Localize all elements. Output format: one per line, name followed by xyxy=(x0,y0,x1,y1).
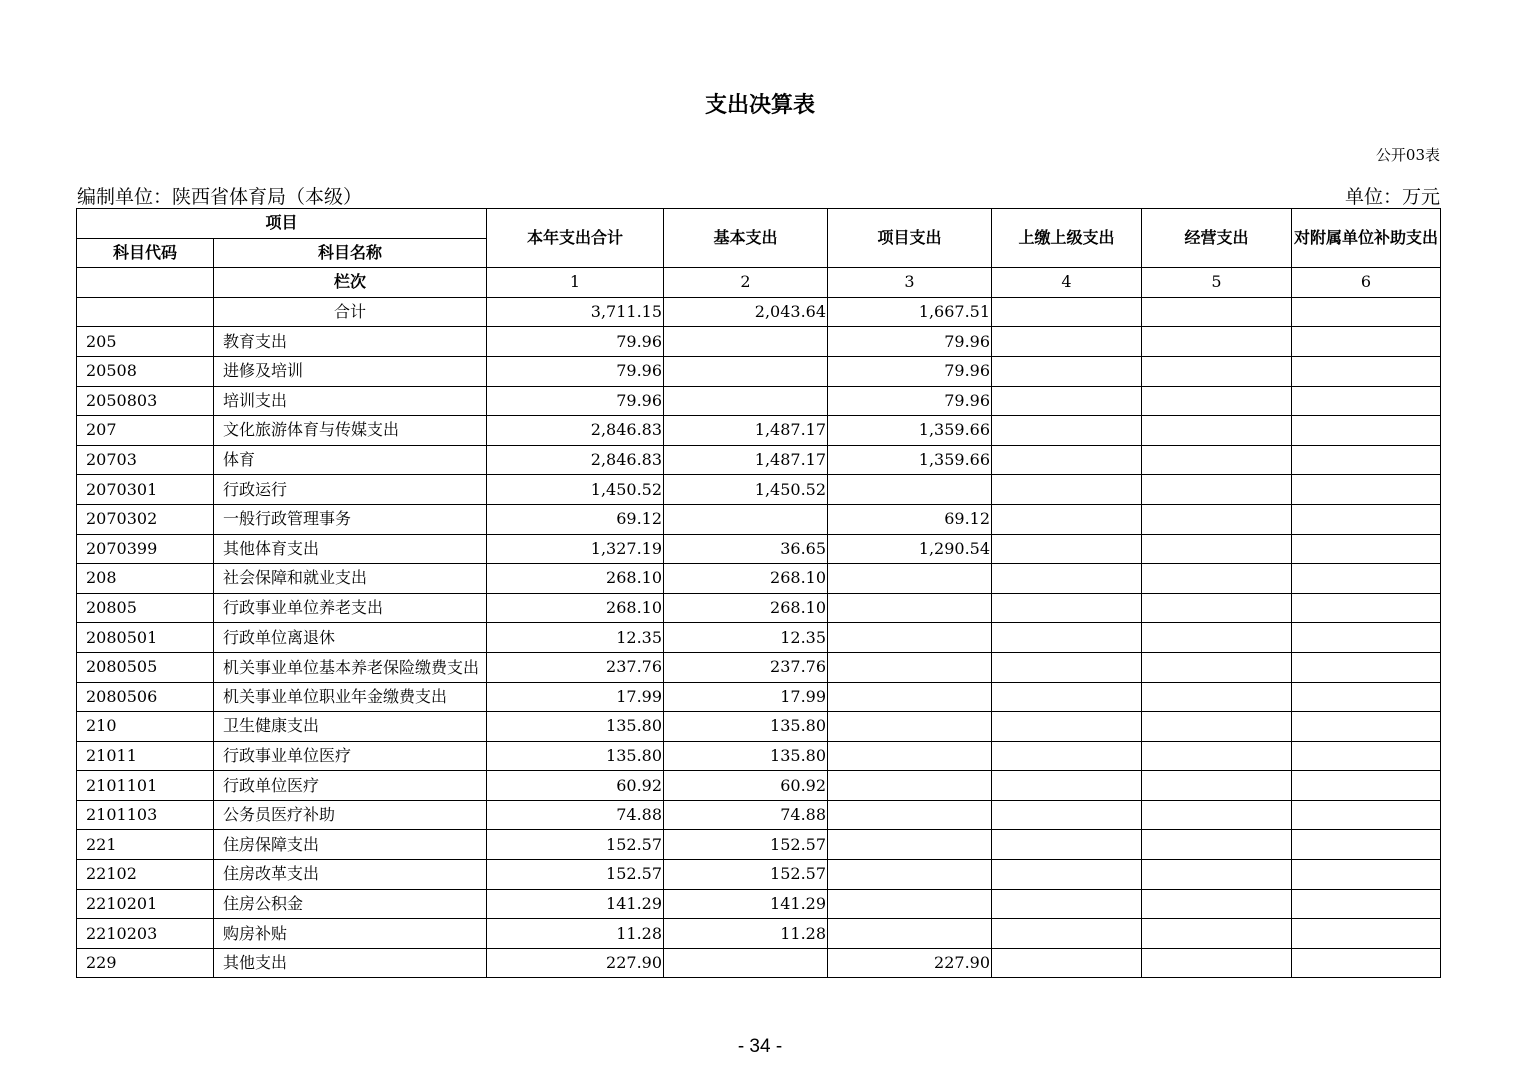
row-project-expenditure xyxy=(828,800,992,830)
row-operating xyxy=(1142,356,1292,386)
table-row xyxy=(77,712,1441,742)
row-code: 22102 xyxy=(77,860,214,890)
row-upper-level xyxy=(992,386,1142,416)
row-subsidiary-subsidy xyxy=(1292,652,1441,682)
row-code: 229 xyxy=(77,948,214,978)
row-operating xyxy=(1142,889,1292,919)
row-name-text: 机关事业单位基本养老保险缴费支出 xyxy=(223,657,480,677)
row-total-expenditure: 2,846.83 xyxy=(487,416,664,446)
row-project-expenditure xyxy=(828,652,992,682)
seq-empty xyxy=(77,268,214,298)
row-name: 培训支出 xyxy=(214,386,487,416)
row-project-expenditure xyxy=(828,623,992,653)
row-upper-level xyxy=(992,889,1142,919)
row-code: 2080506 xyxy=(77,682,214,712)
row-name: 卫生健康支出 xyxy=(214,712,487,742)
row-name: 其他体育支出 xyxy=(214,534,487,564)
header-item: 项目 xyxy=(77,209,487,239)
row-operating xyxy=(1142,741,1292,771)
row-basic-expenditure: 141.29 xyxy=(664,889,828,919)
row-subsidiary-subsidy xyxy=(1292,416,1441,446)
row-name: 住房公积金 xyxy=(214,889,487,919)
row-operating xyxy=(1142,504,1292,534)
row-upper-level xyxy=(992,712,1142,742)
row-subsidiary-subsidy xyxy=(1292,741,1441,771)
row-total-expenditure: 79.96 xyxy=(487,327,664,357)
row-total-expenditure: 2,846.83 xyxy=(487,445,664,475)
row-basic-expenditure: 12.35 xyxy=(664,623,828,653)
row-project-expenditure: 1,359.66 xyxy=(828,416,992,446)
row-subsidiary-subsidy xyxy=(1292,682,1441,712)
row-code: 2210201 xyxy=(77,889,214,919)
row-subsidiary-subsidy xyxy=(1292,919,1441,949)
expenditure-table xyxy=(76,208,1441,978)
table-row xyxy=(77,475,1441,505)
row-operating xyxy=(1142,534,1292,564)
table-row xyxy=(77,800,1441,830)
row-total-expenditure: 268.10 xyxy=(487,564,664,594)
total-v1: 3,711.15 xyxy=(487,297,664,327)
table-row xyxy=(77,771,1441,801)
row-subsidiary-subsidy xyxy=(1292,889,1441,919)
row-project-expenditure xyxy=(828,564,992,594)
row-total-expenditure: 79.96 xyxy=(487,386,664,416)
row-operating xyxy=(1142,830,1292,860)
row-upper-level xyxy=(992,475,1142,505)
seq-1: 1 xyxy=(487,268,664,298)
row-basic-expenditure: 11.28 xyxy=(664,919,828,949)
table-row xyxy=(77,919,1441,949)
table-row xyxy=(77,327,1441,357)
seq-6: 6 xyxy=(1292,268,1441,298)
row-total-expenditure: 11.28 xyxy=(487,919,664,949)
row-code: 2210203 xyxy=(77,919,214,949)
row-upper-level xyxy=(992,593,1142,623)
row-code: 207 xyxy=(77,416,214,446)
table-row xyxy=(77,623,1441,653)
row-subsidiary-subsidy xyxy=(1292,800,1441,830)
table-row xyxy=(77,889,1441,919)
row-code: 2101103 xyxy=(77,800,214,830)
row-operating xyxy=(1142,623,1292,653)
row-total-expenditure: 74.88 xyxy=(487,800,664,830)
row-operating xyxy=(1142,800,1292,830)
unit-label: 单位：万元 xyxy=(1344,186,1440,208)
row-name: 进修及培训 xyxy=(214,356,487,386)
row-project-expenditure: 69.12 xyxy=(828,504,992,534)
row-subsidiary-subsidy xyxy=(1292,771,1441,801)
row-project-expenditure xyxy=(828,889,992,919)
row-basic-expenditure: 1,450.52 xyxy=(664,475,828,505)
row-basic-expenditure: 1,487.17 xyxy=(664,416,828,446)
row-total-expenditure: 12.35 xyxy=(487,623,664,653)
row-subsidiary-subsidy xyxy=(1292,712,1441,742)
row-upper-level xyxy=(992,830,1142,860)
total-v3: 1,667.51 xyxy=(828,297,992,327)
row-project-expenditure xyxy=(828,682,992,712)
row-operating xyxy=(1142,386,1292,416)
table-row xyxy=(77,593,1441,623)
row-basic-expenditure: 74.88 xyxy=(664,800,828,830)
row-total-expenditure: 17.99 xyxy=(487,682,664,712)
row-subsidiary-subsidy xyxy=(1292,386,1441,416)
row-operating xyxy=(1142,475,1292,505)
row-total-expenditure: 79.96 xyxy=(487,356,664,386)
row-code: 2070301 xyxy=(77,475,214,505)
row-name: 文化旅游体育与传媒支出 xyxy=(214,416,487,446)
row-subsidiary-subsidy xyxy=(1292,948,1441,978)
row-operating xyxy=(1142,564,1292,594)
row-name xyxy=(214,652,487,682)
row-code: 2101101 xyxy=(77,771,214,801)
row-upper-level xyxy=(992,356,1142,386)
row-upper-level xyxy=(992,564,1142,594)
page-number: - 34 - xyxy=(737,1036,783,1057)
row-project-expenditure xyxy=(828,741,992,771)
row-code: 221 xyxy=(77,830,214,860)
total-v2: 2,043.64 xyxy=(664,297,828,327)
table-body xyxy=(77,327,1441,978)
row-subsidiary-subsidy xyxy=(1292,593,1441,623)
row-name: 行政事业单位养老支出 xyxy=(214,593,487,623)
header-col3: 项目支出 xyxy=(828,209,992,268)
row-project-expenditure: 79.96 xyxy=(828,356,992,386)
header-col5: 经营支出 xyxy=(1142,209,1292,268)
row-total-expenditure: 135.80 xyxy=(487,741,664,771)
table-row xyxy=(77,534,1441,564)
row-upper-level xyxy=(992,948,1142,978)
row-basic-expenditure xyxy=(664,504,828,534)
row-basic-expenditure: 152.57 xyxy=(664,830,828,860)
row-basic-expenditure: 17.99 xyxy=(664,682,828,712)
row-upper-level xyxy=(992,682,1142,712)
row-code: 205 xyxy=(77,327,214,357)
row-total-expenditure: 227.90 xyxy=(487,948,664,978)
form-number: 公开03表 xyxy=(1375,146,1440,164)
row-basic-expenditure xyxy=(664,327,828,357)
row-subsidiary-subsidy xyxy=(1292,327,1441,357)
row-subsidiary-subsidy xyxy=(1292,623,1441,653)
row-basic-expenditure xyxy=(664,948,828,978)
row-basic-expenditure xyxy=(664,356,828,386)
row-code: 2080505 xyxy=(77,652,214,682)
header-col4: 上缴上级支出 xyxy=(992,209,1142,268)
row-name: 住房保障支出 xyxy=(214,830,487,860)
row-subsidiary-subsidy xyxy=(1292,830,1441,860)
row-subsidiary-subsidy xyxy=(1292,504,1441,534)
row-code: 2050803 xyxy=(77,386,214,416)
row-code: 20805 xyxy=(77,593,214,623)
row-project-expenditure xyxy=(828,712,992,742)
row-total-expenditure: 141.29 xyxy=(487,889,664,919)
row-name: 行政单位医疗 xyxy=(214,771,487,801)
row-basic-expenditure: 135.80 xyxy=(664,712,828,742)
table-row xyxy=(77,652,1441,682)
row-code: 210 xyxy=(77,712,214,742)
table-row xyxy=(77,741,1441,771)
row-basic-expenditure: 36.65 xyxy=(664,534,828,564)
header-col1: 本年支出合计 xyxy=(487,209,664,268)
row-project-expenditure xyxy=(828,860,992,890)
row-name: 行政运行 xyxy=(214,475,487,505)
row-operating xyxy=(1142,919,1292,949)
row-code: 2070399 xyxy=(77,534,214,564)
row-project-expenditure: 227.90 xyxy=(828,948,992,978)
row-name: 其他支出 xyxy=(214,948,487,978)
table-row xyxy=(77,386,1441,416)
page-title: 支出决算表 xyxy=(704,93,815,118)
row-upper-level xyxy=(992,860,1142,890)
row-code: 208 xyxy=(77,564,214,594)
row-name: 行政事业单位医疗 xyxy=(214,741,487,771)
row-operating xyxy=(1142,593,1292,623)
table-row xyxy=(77,860,1441,890)
row-subsidiary-subsidy xyxy=(1292,356,1441,386)
row-subsidiary-subsidy xyxy=(1292,534,1441,564)
row-operating xyxy=(1142,712,1292,742)
row-name: 一般行政管理事务 xyxy=(214,504,487,534)
row-name: 公务员医疗补助 xyxy=(214,800,487,830)
row-operating xyxy=(1142,327,1292,357)
row-operating xyxy=(1142,416,1292,446)
row-project-expenditure xyxy=(828,593,992,623)
row-total-expenditure: 268.10 xyxy=(487,593,664,623)
row-total-expenditure: 60.92 xyxy=(487,771,664,801)
row-name: 体育 xyxy=(214,445,487,475)
row-name: 机关事业单位职业年金缴费支出 xyxy=(214,682,487,712)
row-project-expenditure: 1,290.54 xyxy=(828,534,992,564)
row-name: 社会保障和就业支出 xyxy=(214,564,487,594)
row-upper-level xyxy=(992,623,1142,653)
row-upper-level xyxy=(992,919,1142,949)
row-project-expenditure: 1,359.66 xyxy=(828,445,992,475)
row-upper-level xyxy=(992,416,1142,446)
table-row xyxy=(77,356,1441,386)
row-code: 2070302 xyxy=(77,504,214,534)
row-operating xyxy=(1142,682,1292,712)
table-row xyxy=(77,948,1441,978)
row-upper-level xyxy=(992,327,1142,357)
row-upper-level xyxy=(992,800,1142,830)
row-upper-level xyxy=(992,652,1142,682)
row-basic-expenditure: 268.10 xyxy=(664,564,828,594)
row-total-expenditure: 237.76 xyxy=(487,652,664,682)
row-basic-expenditure: 60.92 xyxy=(664,771,828,801)
row-basic-expenditure: 237.76 xyxy=(664,652,828,682)
total-row xyxy=(77,297,1441,327)
row-upper-level xyxy=(992,534,1142,564)
row-basic-expenditure: 1,487.17 xyxy=(664,445,828,475)
row-project-expenditure xyxy=(828,771,992,801)
table-row xyxy=(77,445,1441,475)
row-project-expenditure xyxy=(828,830,992,860)
row-project-expenditure: 79.96 xyxy=(828,327,992,357)
row-upper-level xyxy=(992,771,1142,801)
row-total-expenditure: 152.57 xyxy=(487,830,664,860)
row-operating xyxy=(1142,771,1292,801)
row-basic-expenditure xyxy=(664,386,828,416)
row-total-expenditure: 69.12 xyxy=(487,504,664,534)
seq-3: 3 xyxy=(828,268,992,298)
row-subsidiary-subsidy xyxy=(1292,445,1441,475)
row-basic-expenditure: 152.57 xyxy=(664,860,828,890)
row-project-expenditure xyxy=(828,475,992,505)
header-col2: 基本支出 xyxy=(664,209,828,268)
seq-4: 4 xyxy=(992,268,1142,298)
row-upper-level xyxy=(992,445,1142,475)
row-upper-level xyxy=(992,504,1142,534)
row-operating xyxy=(1142,445,1292,475)
table-row xyxy=(77,830,1441,860)
row-name: 行政单位离退休 xyxy=(214,623,487,653)
row-operating xyxy=(1142,948,1292,978)
row-basic-expenditure: 268.10 xyxy=(664,593,828,623)
row-subsidiary-subsidy xyxy=(1292,564,1441,594)
row-name: 购房补贴 xyxy=(214,919,487,949)
row-total-expenditure: 1,327.19 xyxy=(487,534,664,564)
row-code: 2080501 xyxy=(77,623,214,653)
total-name: 合计 xyxy=(214,297,487,327)
table-row xyxy=(77,564,1441,594)
row-total-expenditure: 152.57 xyxy=(487,860,664,890)
table-row xyxy=(77,504,1441,534)
table-row xyxy=(77,682,1441,712)
row-total-expenditure: 1,450.52 xyxy=(487,475,664,505)
row-upper-level xyxy=(992,741,1142,771)
row-operating xyxy=(1142,652,1292,682)
row-total-expenditure: 135.80 xyxy=(487,712,664,742)
row-operating xyxy=(1142,860,1292,890)
header-col6: 对附属单位补助支出 xyxy=(1292,209,1441,268)
row-subsidiary-subsidy xyxy=(1292,860,1441,890)
seq-5: 5 xyxy=(1142,268,1292,298)
row-code: 20508 xyxy=(77,356,214,386)
header-name: 科目名称 xyxy=(214,238,487,268)
row-code: 20703 xyxy=(77,445,214,475)
row-code: 21011 xyxy=(77,741,214,771)
row-name: 住房改革支出 xyxy=(214,860,487,890)
header-seq: 栏次 xyxy=(214,268,487,298)
row-subsidiary-subsidy xyxy=(1292,475,1441,505)
table-row xyxy=(77,416,1441,446)
row-project-expenditure: 79.96 xyxy=(828,386,992,416)
row-name: 教育支出 xyxy=(214,327,487,357)
seq-2: 2 xyxy=(664,268,828,298)
row-project-expenditure xyxy=(828,919,992,949)
organization-label: 编制单位：陕西省体育局（本级） xyxy=(77,186,363,208)
header-code: 科目代码 xyxy=(77,238,214,268)
row-basic-expenditure: 135.80 xyxy=(664,741,828,771)
